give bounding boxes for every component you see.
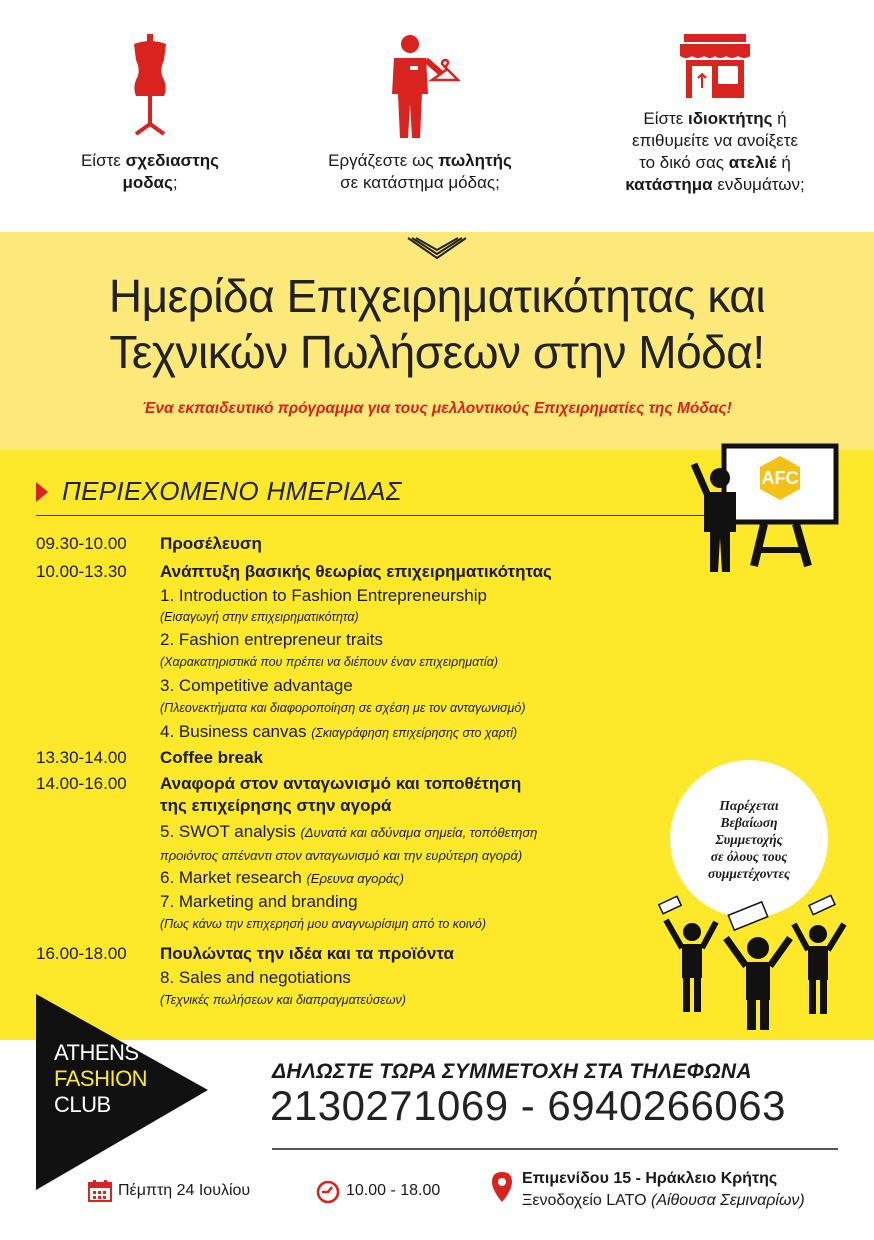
topic-item: 3. Competitive advantage [160,676,353,695]
topic-item: 8. Sales and negotiations [160,968,351,987]
persona-bold: σχεδιαστης [125,151,220,170]
persona-text: το δικό σας [639,153,729,172]
divider [272,1148,838,1150]
topic-note: (Χαρακατηριστικά που πρέπει να διέπουν έναν επιχειρηματία) [160,655,498,669]
topic-item-label: 5. SWOT analysis [160,822,296,841]
session-title: Πουλώντας την ιδέα και τα προϊόντα [160,944,454,963]
persona-bold: πωλητής [438,151,512,170]
phone-numbers[interactable]: 2130271069 - 6940266063 [270,1082,786,1129]
topic-item [160,822,537,842]
persona-text: Εργάζεστε ως [328,151,439,170]
program-header [36,474,706,516]
topic-note: προιόντος απέναντι στον ανταγωνισμό και την ευρύτερη αγορά) [160,848,523,863]
footer-section [0,1040,874,1240]
topic-item: 2. Fashion entrepreneur traits [160,630,384,649]
session-title: της επιχείρησης στην αγορά [160,796,392,815]
badge-line: συμμετέχοντες [707,865,791,881]
chevron-down-icon [406,236,468,266]
mannequin-icon [120,34,180,138]
event-address: Επιμενίδου 15 - Ηράκλειο Κρήτης [522,1170,778,1187]
session-time: 13.30-14.00 [36,748,127,767]
topic-item-label: 6. Market research [160,868,302,887]
logo-line: FASHION [54,1066,148,1091]
session-time: 14.00-16.00 [36,774,127,793]
session-time: 16.00-18.00 [36,944,127,963]
topic-note: (Δυνατά και αδύναμα σημεία, τοπόθετηση [300,825,538,840]
persona-text: ή [776,153,791,172]
event-date: Πέμπτη 24 Ιουλίου [118,1182,251,1199]
afc-logo-text: AFC [761,468,799,488]
persona-text: σε κατάστημα μόδας; [340,173,500,192]
venue-name: Ξενοδοχείο LATO [522,1192,651,1209]
registration-cta: ΔΗΛΩΣΤΕ ΤΩΡΑ ΣΥΜΜΕΤΟΧΗ ΣΤΑ ΤΗΛΕΦΩΝΑ [272,1060,752,1083]
clock-icon [316,1180,340,1204]
persona-text: ή [772,109,787,128]
program-section [0,450,874,1040]
event-venue [522,1192,805,1210]
topic-item: 1. Introduction to Fashion Entrepreneurship [160,586,487,605]
persona-text: επιθυμείτε να ανοίξετε [631,131,799,150]
persona-bold: κατάστημα [625,175,713,194]
badge-line: Βεβαίωση [720,814,778,830]
title-line: Τεχνικών Πωλήσεων στην Μόδα! [109,326,765,378]
badge-line: Συμμετοχής [715,831,783,847]
badge-line: σε όλους τους [710,848,788,864]
location-pin-icon [492,1172,512,1202]
session-time: 09.30-10.00 [36,534,127,553]
storefront-icon [680,34,750,100]
logo-line: ATHENS [54,1040,139,1065]
logo-line: CLUB [54,1092,111,1117]
persona-designer [40,34,260,194]
top-section [0,0,874,232]
salesperson-icon [380,34,460,138]
venue-room: (Αίθουσα Σεμιναρίων) [651,1192,805,1209]
persona-bold: μοδας [122,173,173,192]
topic-note: (Ερευνα αγοράς) [306,871,404,886]
persona-bold: ιδιοκτήτης [688,109,773,128]
topic-note: (Πως κάνω την επιχερησή μου αναγνωρίσιμη από το κοινό) [160,917,486,931]
session-title: Αναφορά στον ανταγωνισμό και τοποθέτηση [160,774,522,793]
event-title [0,268,874,380]
session-time: 10.00-13.30 [36,562,127,581]
session-title: Coffee break [160,748,263,767]
session-title: Προσέλευση [160,534,262,553]
event-subtitle: Ένα εκπαιδευτικό πρόγραμμα για τους μελλοντικούς Επιχειρηματίες της Μόδας! [142,400,732,417]
graduates-icon [654,880,854,1030]
topic-item [160,868,404,888]
persona-text: ; [172,173,178,192]
topic-note: (Σκιαγράφηση επιχείρησης στο χαρτί) [311,726,518,740]
calendar-icon [88,1180,112,1202]
presenter-icon [686,442,846,572]
topic-item [160,722,517,742]
persona-text: Είστε [643,109,689,128]
topic-item: 7. Marketing and branding [160,892,358,911]
topic-note: (Τεχνικές πωλήσεων και διαπραγματεύσεων) [160,993,406,1007]
program-heading: ΠΕΡΙΕΧΟΜΕΝΟ ΗΜΕΡΙΔΑΣ [62,476,402,506]
badge-line: Παρέχεται [719,797,779,813]
event-hours: 10.00 - 18.00 [346,1182,441,1199]
persona-text: ενδυμάτων; [712,175,805,194]
topic-item-label: 4. Business canvas [160,722,307,741]
persona-owner [580,34,850,196]
persona-text: Είστε [80,151,126,170]
persona-salesperson [300,34,540,194]
topic-note: (Εισαγωγή στην επιχειρηματικότητα) [160,610,359,624]
session-title: Ανάπτυξη βασικής θεωρίας επιχειρηματικότητας [160,562,552,581]
title-line: Ημερίδα Επιχειρηματικότητας και [108,270,766,322]
persona-bold: ατελιέ [728,153,777,172]
topic-note: (Πλεονεκτήματα και διαφοροποίηση σε σχέση με τον ανταγωνισμό) [160,701,526,715]
triangle-right-icon [36,482,48,502]
